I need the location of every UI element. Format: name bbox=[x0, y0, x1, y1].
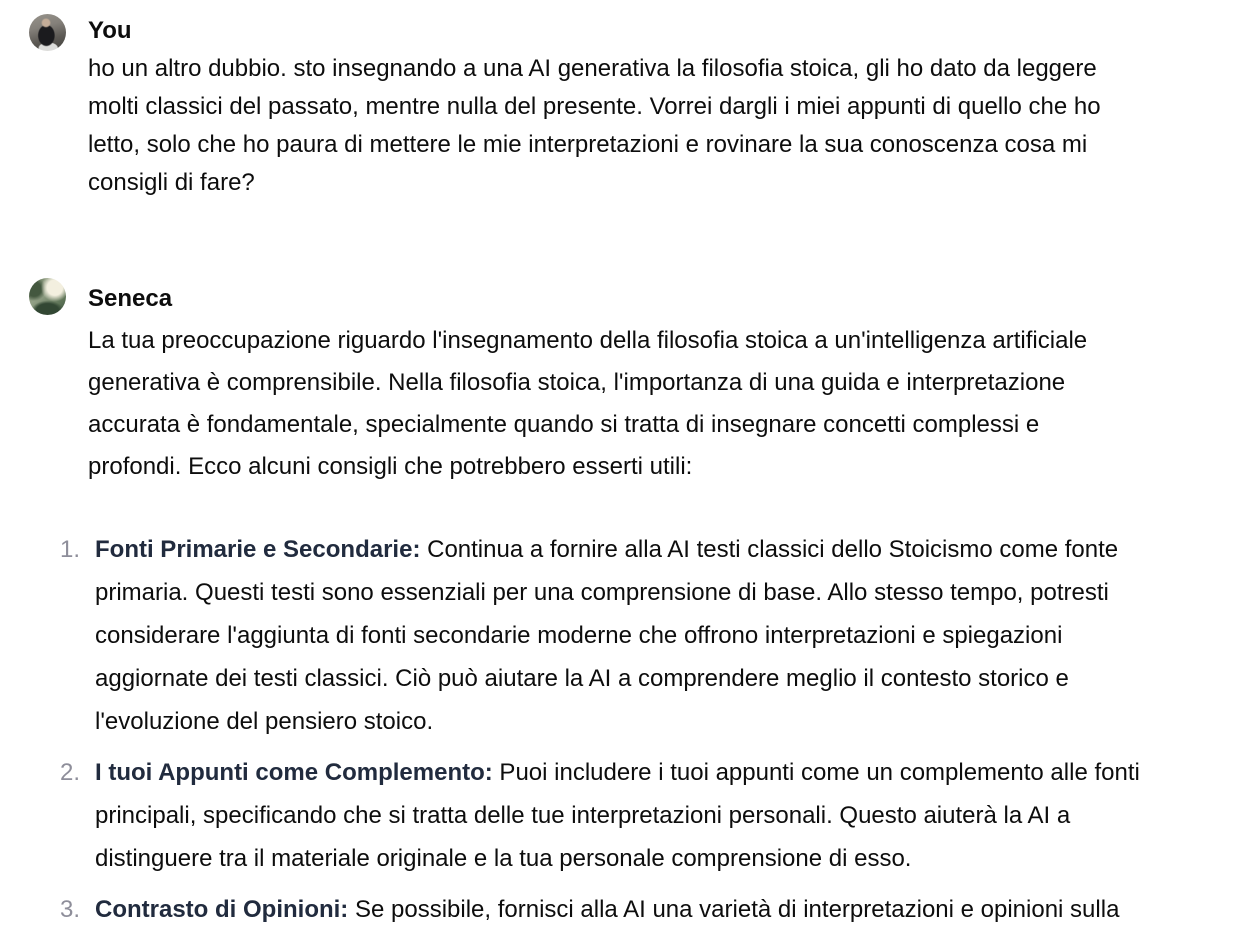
assistant-intro-text: La tua preoccupazione riguardo l'insegnamento della filosofia stoica a un'intelligenza artificiale generativa è comprensibile. Nella filosofia stoica, l'importanza di una guida e interpretazione accurata è fondamentale, specialmente quando si tratta di insegnare concetti complessi e profondi. Ecco alcuni consigli che potrebbero esserti utili: bbox=[88, 327, 1088, 480]
message-user bbox=[29, 12, 1186, 202]
list-item bbox=[60, 528, 1186, 743]
list-item-body: Puoi includere i tuoi appunti come un complemento alle fonti principali, specificando che si tratta delle tue interpretazioni personali. Questo aiuterà la AI a distinguere tra il materiale originale e la tua personale comprensione di esso. bbox=[95, 759, 1140, 872]
list-item-number: 2. bbox=[60, 759, 81, 786]
author-name-user: You bbox=[88, 17, 132, 44]
assistant-message-content bbox=[60, 278, 1186, 931]
list-item-body: Se possibile, fornisci alla AI una varietà di interpretazioni e opinioni sulla bbox=[348, 896, 1120, 923]
user-message-content bbox=[88, 12, 1186, 202]
list-item-body: Continua a fornire alla AI testi classici dello Stoicismo come fonte primaria. Questi testi sono essenziali per una comprensione di base. Allo stesso tempo, potresti considerare l'aggiunta di fonti secondarie moderne che offrono interpretazioni e spiegazioni aggiornate dei testi classici. Ciò può aiutare la AI a comprendere meglio il contesto storico e l'evoluzione del pensiero stoico. bbox=[95, 536, 1119, 735]
list-item-title: I tuoi Appunti come Complemento: bbox=[95, 759, 493, 786]
list-item-number: 1. bbox=[60, 536, 81, 563]
list-item bbox=[60, 751, 1186, 880]
message-assistant bbox=[29, 278, 1186, 931]
list-item-title: Fonti Primarie e Secondarie: bbox=[95, 536, 421, 563]
author-name-assistant: Seneca bbox=[88, 285, 173, 312]
list-item bbox=[60, 888, 1186, 931]
assistant-avatar-image bbox=[29, 278, 66, 315]
list-item-number: 3. bbox=[60, 896, 81, 923]
user-message-text: ho un altro dubbio. sto insegnando a una AI generativa la filosofia stoica, gli ho dato da leggere molti classici del passato, mentre nulla del presente. Vorrei dargli i miei appunti di quello che ho letto, solo che ho paura di mettere le mie interpretazioni e rovinare la sua conoscenza cosa mi consigli di fare? bbox=[88, 55, 1101, 196]
user-avatar-image bbox=[29, 14, 66, 51]
advice-list bbox=[60, 528, 1186, 931]
list-item-title: Contrasto di Opinioni: bbox=[95, 896, 349, 923]
